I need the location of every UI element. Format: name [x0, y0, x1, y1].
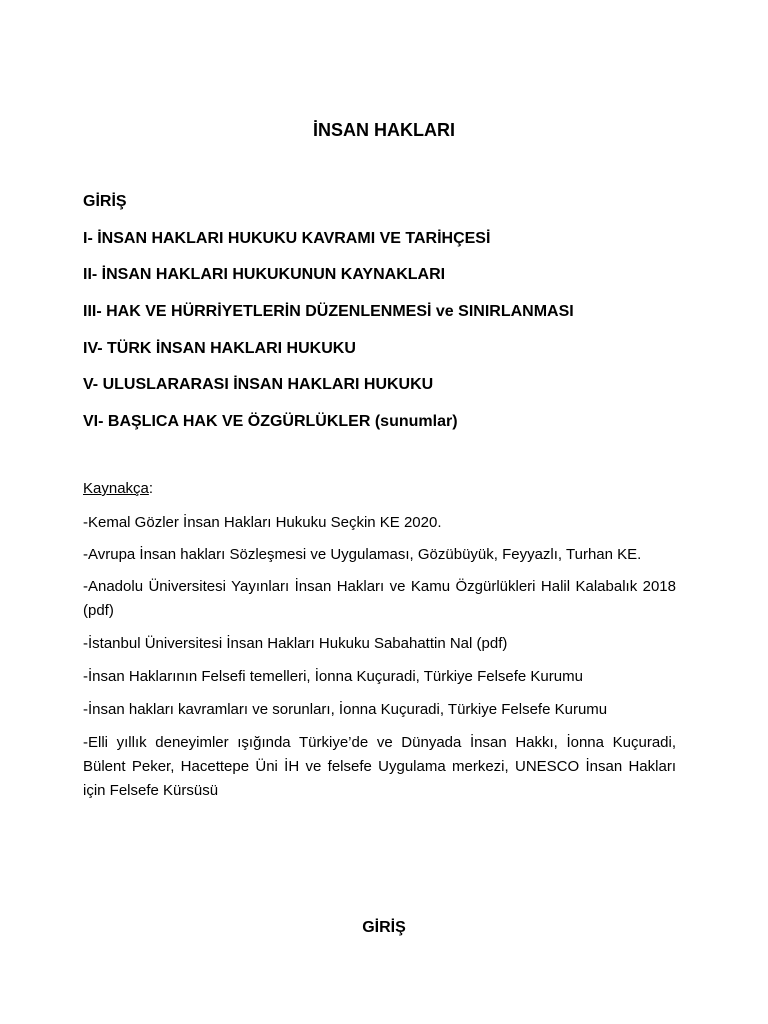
reference-item: -Anadolu Üniversitesi Yayınları İnsan Hakları ve Kamu Özgürlükleri Halil Kalabalık 2018 (pdf): [83, 578, 676, 619]
sources-label: Kaynakça: [83, 480, 149, 497]
document-title: İNSAN HAKLARI: [313, 120, 455, 140]
toc-item: II- İNSAN HAKLARI HUKUKUNUN KAYNAKLARI: [83, 266, 446, 283]
reference-item: -Elli yıllık deneyimler ışığında Türkiye’de ve Dünyada İnsan Hakkı, İonna Kuçuradi, Bülent Peker, Hacettepe Üni İH ve felsefe Uygulama merkezi, UNESCO İnsan Hakları için Felsefe Kürsüsü: [83, 734, 676, 799]
reference-item: -Avrupa İnsan hakları Sözleşmesi ve Uygulaması, Gözübüyük, Feyyazlı, Turhan KE.: [83, 546, 642, 563]
toc-item: VI- BAŞLICA HAK VE ÖZGÜRLÜKLER (sunumlar): [83, 413, 458, 430]
reference-item: -İstanbul Üniversitesi İnsan Hakları Hukuku Sabahattin Nal (pdf): [83, 635, 508, 652]
reference-item: -İnsan hakları kavramları ve sorunları, İonna Kuçuradi, Türkiye Felsefe Kurumu: [83, 701, 608, 718]
toc-item: IV- TÜRK İNSAN HAKLARI HUKUKU: [83, 340, 356, 357]
toc-item: GİRİŞ: [83, 193, 127, 210]
reference-item: -Kemal Gözler İnsan Hakları Hukuku Seçkin KE 2020.: [83, 514, 442, 531]
sources-colon: :: [148, 480, 154, 497]
reference-item: -İnsan Haklarının Felsefi temelleri, İonna Kuçuradi, Türkiye Felsefe Kurumu: [83, 668, 583, 685]
section-heading: GİRİŞ: [362, 919, 406, 936]
toc-item: III- HAK VE HÜRRİYETLERİN DÜZENLENMESİ ve SINIRLANMASI: [83, 303, 574, 320]
sources-heading: [83, 479, 153, 499]
toc-item: I- İNSAN HAKLARI HUKUKU KAVRAMI VE TARİHÇESİ: [83, 230, 491, 247]
toc-item: V- ULUSLARARASI İNSAN HAKLARI HUKUKU: [83, 376, 434, 393]
